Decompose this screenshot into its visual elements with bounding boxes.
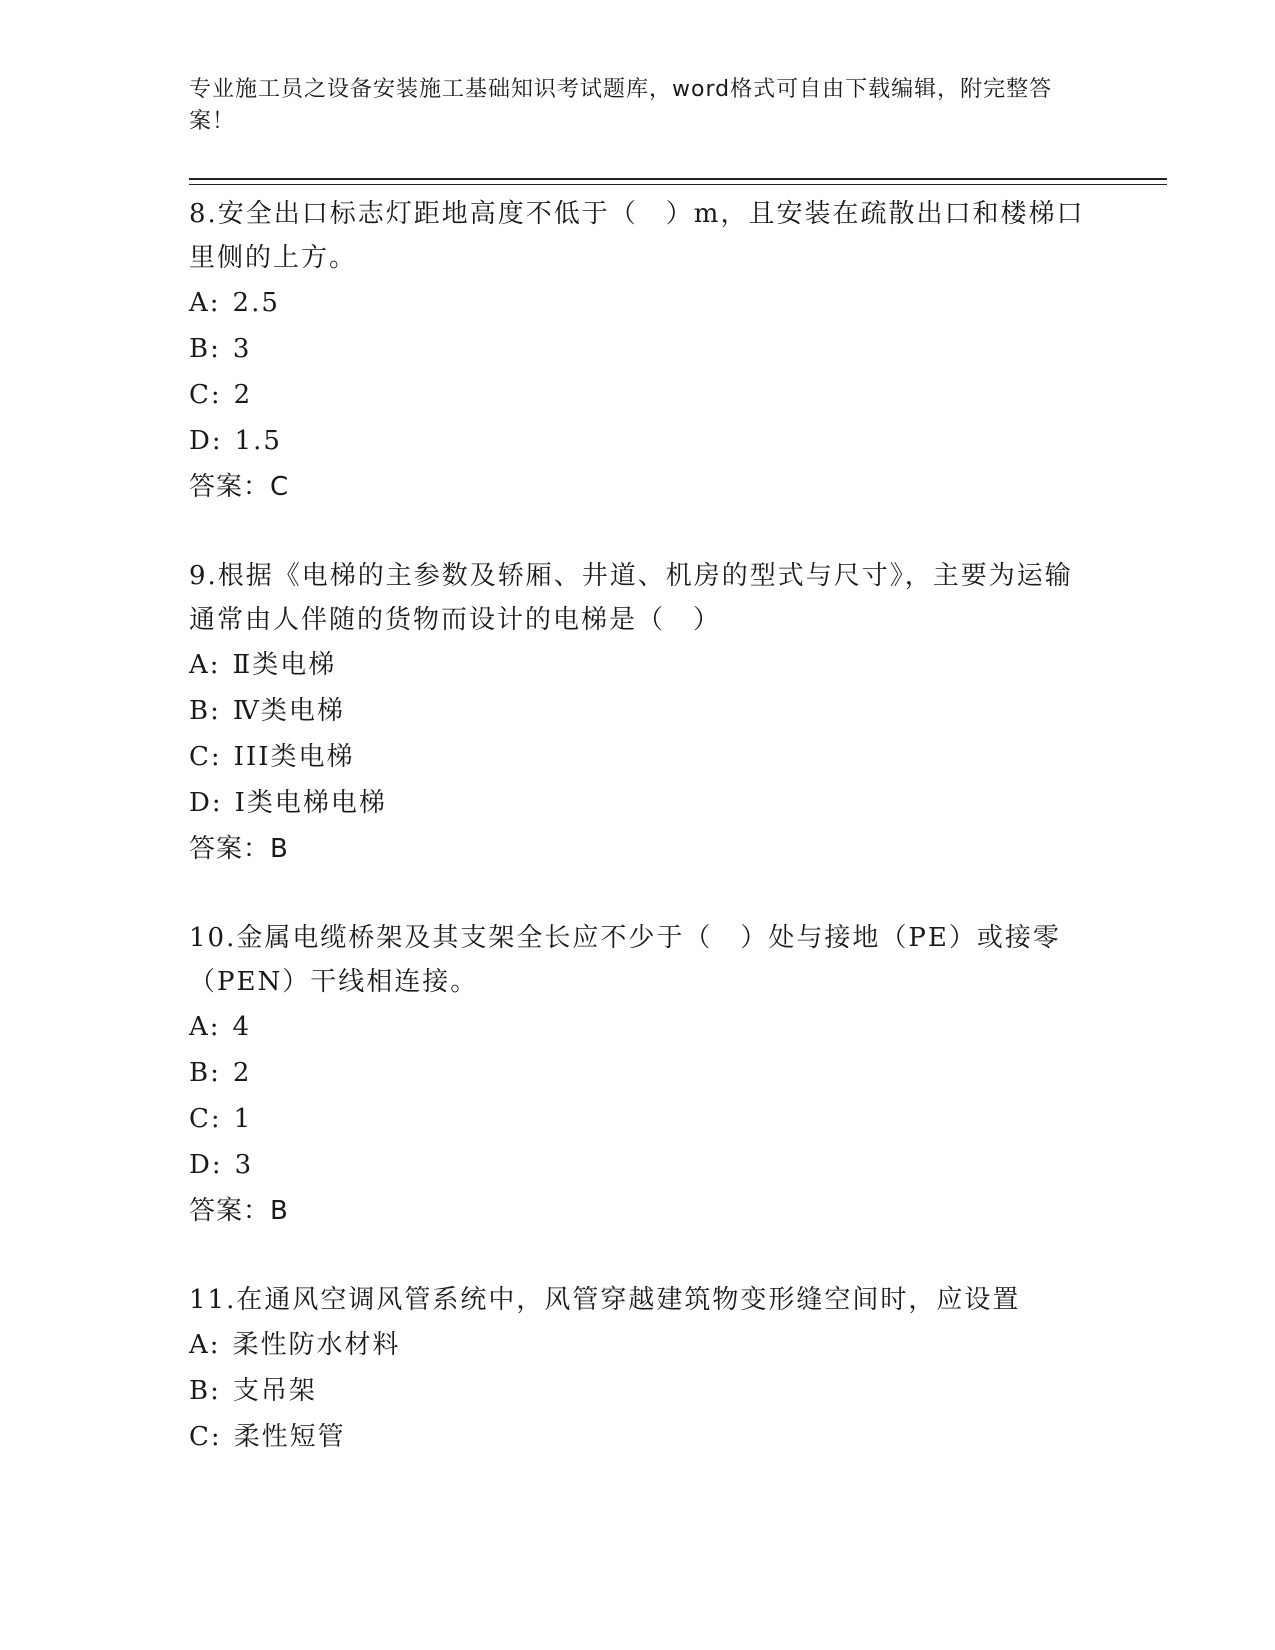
option-text: 柔性防水材料 [232,1330,401,1360]
option-text: 柔性短管 [233,1422,346,1452]
option-text: Ⅳ类电梯 [232,696,345,726]
option-letter: C [189,380,211,410]
header-divider-thin [189,184,1167,185]
option-text: 2 [232,1058,252,1088]
option-c: C: III类电梯 [189,742,355,772]
question-list [189,192,1089,1504]
question-9 [189,554,1089,872]
header-divider-thick [189,178,1167,180]
option-a: A: 2.5 [189,288,280,318]
option-letter: B [189,1058,211,1088]
option-letter: C [189,742,211,772]
option-letter: C [189,1104,211,1134]
document-header: 专业施工员之设备安装施工基础知识考试题库，word格式可自由下载编辑，附完整答案！ [189,77,1053,134]
question-text: 11.在通风空调风管系统中，风管穿越建筑物变形缝空间时，应设置 [189,1285,1021,1315]
option-d: D: 1.5 [189,426,282,456]
option-a: A: 柔性防水材料 [189,1330,401,1360]
option-letter: A [189,1330,210,1360]
option-letter: B [189,1376,211,1406]
option-letter: A [189,650,210,680]
option-letter: B [189,696,211,726]
option-d: D: Ⅰ类电梯电梯 [189,788,387,818]
answer-line: 答案：B [189,834,289,864]
option-text: 支吊架 [232,1376,317,1406]
option-letter: D [189,426,212,456]
option-text: 1.5 [234,426,282,456]
question-text: 10.金属电缆桥架及其支架全长应不少于（ ）处与接地（PE）或接零（PEN）干线相连接。 [189,923,1061,997]
option-letter: A [189,1012,210,1042]
question-text: 8.安全出口标志灯距地高度不低于（ ）m，且安装在疏散出口和楼梯口里侧的上方。 [189,199,1085,273]
question-11 [189,1278,1089,1460]
option-c: C: 1 [189,1104,253,1134]
option-text: 2.5 [232,288,280,318]
answer-line: 答案：B [189,1196,289,1226]
option-d: D: 3 [189,1150,254,1180]
option-text: Ⅰ类电梯电梯 [234,788,387,818]
option-letter: D [189,1150,212,1180]
answer-line: 答案：C [189,472,290,502]
option-c: C: 柔性短管 [189,1422,346,1452]
option-text: 3 [232,334,252,364]
option-text: 3 [234,1150,254,1180]
option-letter: B [189,334,211,364]
option-letter: C [189,1422,211,1452]
option-text: III类电梯 [233,742,355,772]
option-letter: A [189,288,210,318]
option-letter: D [189,788,212,818]
option-b: B: 2 [189,1058,252,1088]
option-c: C: 2 [189,380,253,410]
option-b: B: Ⅳ类电梯 [189,696,345,726]
option-b: B: 支吊架 [189,1376,317,1406]
question-text: 9.根据《电梯的主参数及轿厢、井道、机房的型式与尺寸》，主要为运输通常由人伴随的货物而设计的电梯是（ ） [189,561,1073,635]
question-8 [189,192,1089,510]
option-text: 2 [233,380,253,410]
option-text: Ⅱ类电梯 [232,650,337,680]
option-a: A: 4 [189,1012,252,1042]
option-text: 1 [233,1104,253,1134]
question-10 [189,916,1089,1234]
option-text: 4 [232,1012,252,1042]
option-a: A: Ⅱ类电梯 [189,650,337,680]
option-b: B: 3 [189,334,252,364]
